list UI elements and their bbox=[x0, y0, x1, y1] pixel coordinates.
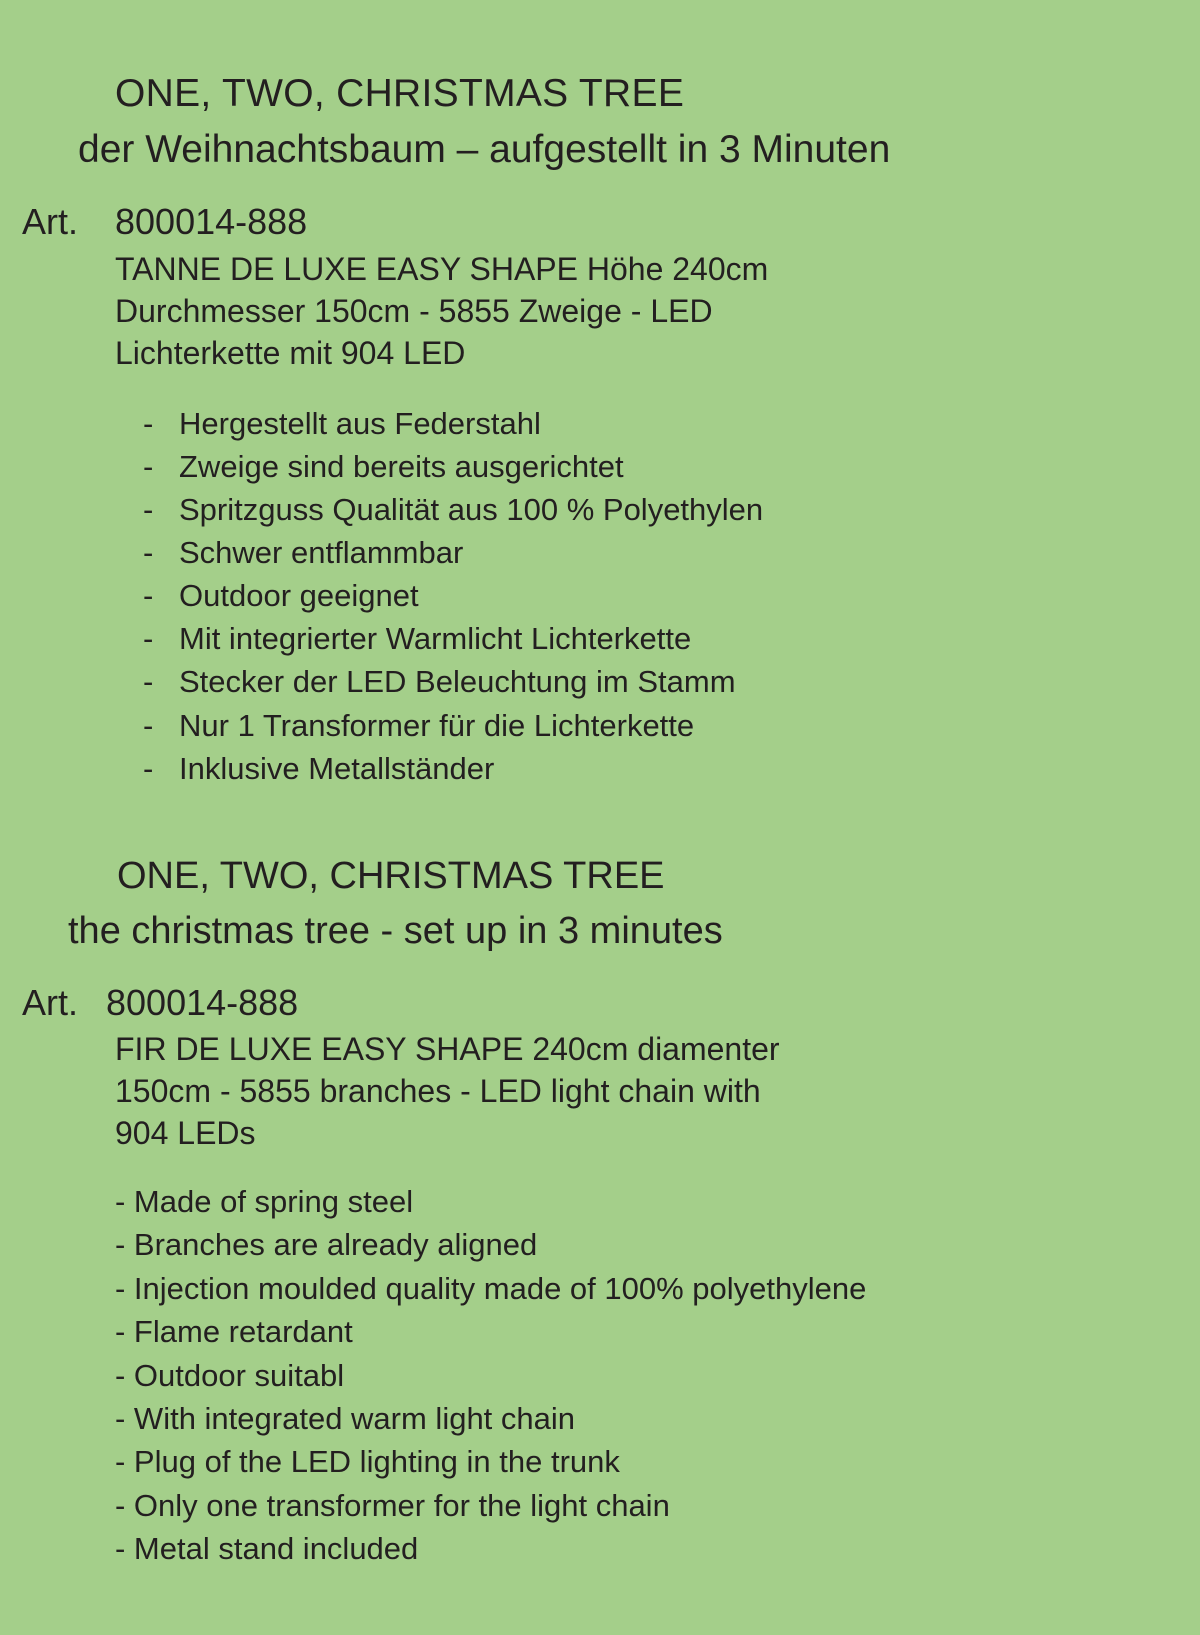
german-specification bbox=[115, 248, 935, 375]
german-article-number: 800014-888 bbox=[115, 201, 308, 242]
english-spec-line-1: FIR DE LUXE EASY SHAPE 240cm diamenter bbox=[115, 1031, 780, 1067]
bullet-dash-icon: - bbox=[143, 578, 154, 614]
list-item: - Outdoor suitabl bbox=[115, 1357, 345, 1393]
english-specification bbox=[115, 1028, 995, 1155]
list-item: - Plug of the LED lighting in the trunk bbox=[115, 1444, 620, 1480]
list-item bbox=[143, 531, 763, 574]
german-headline-secondary: der Weihnachtsbaum – aufgestellt in 3 Minuten bbox=[78, 128, 891, 171]
list-item: - Branches are already aligned bbox=[115, 1227, 538, 1263]
english-feature-list bbox=[115, 1180, 866, 1571]
german-spec-line-3: Lichterkette mit 904 LED bbox=[115, 335, 466, 372]
english-article-label: Art. bbox=[22, 982, 79, 1023]
list-item-label: Inklusive Metallständer bbox=[179, 750, 495, 786]
list-item bbox=[143, 402, 763, 445]
german-spec-line-2: Durchmesser 150cm - 5855 Zweige - LED bbox=[115, 293, 713, 330]
list-item: - With integrated warm light chain bbox=[115, 1400, 576, 1436]
list-item: - Injection moulded quality made of 100% polyethylene bbox=[115, 1270, 867, 1306]
german-spec-line-1: TANNE DE LUXE EASY SHAPE Höhe 240cm bbox=[115, 251, 769, 287]
list-item: - Metal stand included bbox=[115, 1531, 419, 1567]
german-headline-primary: ONE, TWO, CHRISTMAS TREE bbox=[115, 72, 685, 115]
list-item bbox=[143, 617, 763, 660]
list-item: - Only one transformer for the light chain bbox=[115, 1487, 670, 1523]
english-article-number: 800014-888 bbox=[106, 982, 299, 1023]
bullet-dash-icon: - bbox=[143, 750, 154, 786]
bullet-dash-icon: - bbox=[143, 664, 154, 700]
german-article-label: Art. bbox=[22, 201, 79, 242]
list-item bbox=[143, 660, 763, 703]
list-item-label: Zweige sind bereits ausgerichtet bbox=[179, 449, 624, 485]
english-headline-primary: ONE, TWO, CHRISTMAS TREE bbox=[117, 855, 665, 897]
german-feature-list bbox=[143, 402, 763, 790]
list-item-label: Schwer entflammbar bbox=[179, 535, 464, 571]
list-item: - Flame retardant bbox=[115, 1314, 353, 1350]
list-item-label: Stecker der LED Beleuchtung im Stamm bbox=[179, 664, 736, 700]
list-item-label: Hergestellt aus Federstahl bbox=[179, 406, 541, 441]
list-item bbox=[143, 704, 763, 747]
list-item bbox=[143, 747, 763, 790]
list-item bbox=[143, 488, 763, 531]
list-item bbox=[143, 574, 763, 617]
bullet-dash-icon: - bbox=[143, 492, 154, 528]
bullet-dash-icon: - bbox=[143, 707, 154, 743]
bullet-dash-icon: - bbox=[143, 406, 154, 441]
english-spec-line-2: 150cm - 5855 branches - LED light chain with bbox=[115, 1073, 761, 1110]
list-item-label: Spritzguss Qualität aus 100 % Polyethylen bbox=[179, 492, 764, 528]
english-spec-line-3: 904 LEDs bbox=[115, 1115, 256, 1152]
list-item-label: Outdoor geeignet bbox=[179, 578, 419, 614]
list-item: - Made of spring steel bbox=[115, 1184, 414, 1219]
bullet-dash-icon: - bbox=[143, 449, 154, 485]
list-item-label: Mit integrierter Warmlicht Lichterkette bbox=[179, 621, 692, 657]
list-item-label: Nur 1 Transformer für die Lichterkette bbox=[179, 707, 695, 743]
list-item bbox=[143, 445, 763, 488]
english-headline-secondary: the christmas tree - set up in 3 minutes bbox=[68, 910, 723, 952]
bullet-dash-icon: - bbox=[143, 535, 154, 571]
bullet-dash-icon: - bbox=[143, 621, 154, 657]
